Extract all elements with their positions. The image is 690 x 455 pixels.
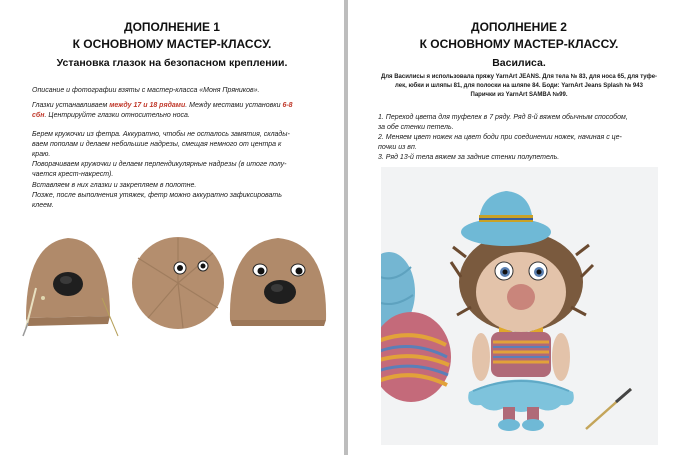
left-heading-line1: ДОПОЛНЕНИЕ 1 (124, 20, 220, 34)
instruction-line: 1. Переход цвета для туфелек в 7 ряду. Ряд 8-й вяжем обычным способом, (378, 114, 628, 121)
step-line: чается крест-накрест). (32, 171, 114, 178)
right-subheading: Василиса. (492, 57, 546, 69)
instruction-line: 2. Меняем цвет ножек на цвет боди при соединении ножек, начиная с це- (378, 134, 622, 141)
left-subheading: Установка глазок на безопасном креплении. (56, 57, 288, 69)
step-line: ваем пополам и делаем небольшие надрезы, смещая немного от центра к (32, 141, 282, 148)
step-line: клеем. (32, 202, 54, 209)
source-note: Описание и фотографии взяты с мастер-класса «Моня Пряников». (32, 87, 260, 94)
crochet-head-with-nose-icon (23, 238, 118, 336)
eyes-sbn-highlight: сбн (32, 112, 45, 119)
eyes-paragraph-line2 (32, 111, 322, 121)
doll-vasilisa-photo-icon (381, 167, 658, 445)
step-line: Вставляем в них глазки и закрепляем в полотне. (32, 182, 197, 189)
right-page (348, 0, 690, 455)
yarn-line: Парички из YarnArt SAMBA №99. (470, 92, 568, 98)
step-line: Берем кружочки из фетра. Аккуратно, чтобы не осталось замятия, склады- (32, 131, 290, 138)
eyes-rows-highlight: между 17 и 18 рядами (109, 102, 186, 109)
instruction-line: 3. Ряд 13-й тела вяжем за задние стенки полупетель. (378, 154, 560, 161)
instruction-line: за обе стенки петель. (378, 124, 454, 131)
yarn-line: Для Василисы я использовала пряжу YarnArt JEANS. Для тела № 83, для носа 65, для туфе- (380, 74, 658, 80)
right-heading-line2: К ОСНОВНОМУ МАСТЕР-КЛАССУ. (419, 37, 619, 51)
eyes-text-b: . Центрируйте глазки относительно носа. (44, 112, 190, 119)
crochet-head-with-eyes-icon (230, 238, 326, 326)
crochet-heads-photo-strip (18, 228, 333, 340)
eyes-text-c: . Между местами установки (185, 102, 283, 109)
left-page (0, 0, 344, 455)
left-heading-line2: К ОСНОВНОМУ МАСТЕР-КЛАССУ. (72, 37, 272, 51)
eyes-text-a: Глазки устанавливаем (32, 102, 110, 109)
yarn-line: лек, юбки и шляпы 81, для полоски на шляпе 84. Боди: YarnArt Jeans Splash № 943 (395, 83, 643, 89)
eyes-paragraph-line1 (32, 101, 322, 111)
right-heading-line1: ДОПОЛНЕНИЕ 2 (471, 20, 567, 34)
step-line: краю. (32, 151, 51, 158)
step-line: Позже, после выполнения утяжек, фетр можно аккуратно зафиксировать (32, 192, 282, 199)
instruction-line: почки из вп. (378, 144, 417, 151)
step-line: Поворачиваем кружочки и делаем перпендикулярные надрезы (в итоге полу- (32, 161, 287, 168)
eyes-count-highlight: 6-8 (282, 102, 293, 109)
crochet-head-back-icon (132, 237, 224, 329)
